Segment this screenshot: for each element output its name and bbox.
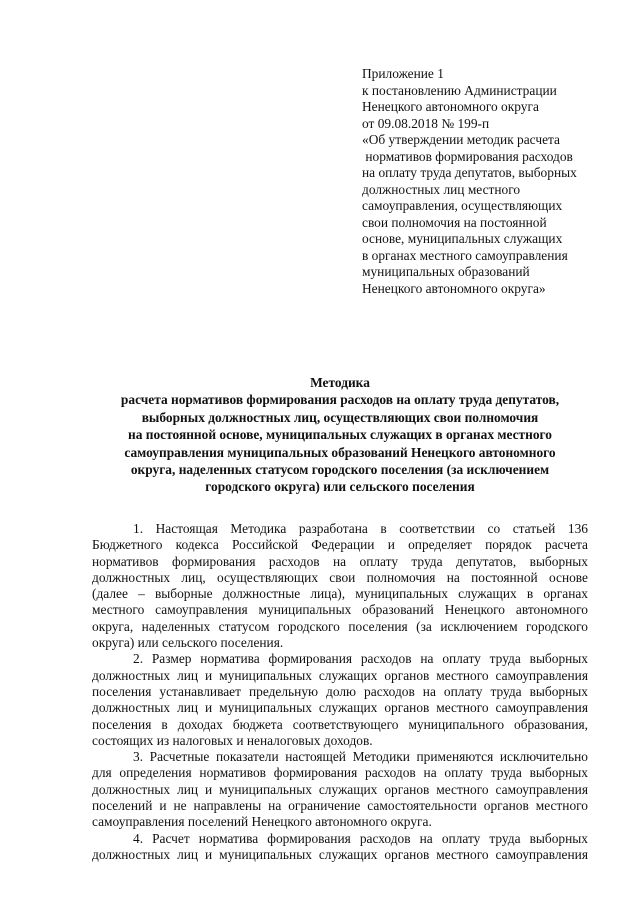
- text-line: округа, наделенных статусом городского поселения (за исключением городского: [92, 618, 588, 634]
- text-line: для определения нормативов формирования расходов на оплату труда выборных: [92, 765, 588, 781]
- appendix-line: Приложение 1: [362, 66, 444, 81]
- text-line: должностных лиц и муниципальных служащих органов местного самоуправления: [92, 700, 588, 716]
- text-line: местного самоуправления муниципальных образований Ненецкого автономного: [92, 602, 588, 618]
- text-line: должностных лиц и муниципальных служащих органов местного самоуправления: [92, 781, 588, 797]
- title-line: на постоянной основе, муниципальных служащих в органах местного: [128, 427, 552, 443]
- text-line: поселения в доходах бюджета соответствующего муниципального образования,: [92, 716, 588, 732]
- text-line: должностных лиц и муниципальных служащих органов местного самоуправления: [92, 846, 588, 862]
- appendix-line: свои полномочия на постоянной: [362, 214, 547, 230]
- appendix-line: муниципальных образований: [362, 264, 530, 279]
- paragraph-4: [92, 831, 588, 864]
- text-line: должностных лиц, осуществляющих свои полномочия на постоянной основе: [92, 569, 588, 585]
- appendix-line: нормативов формирования расходов: [362, 148, 573, 164]
- title-line: самоуправления муниципальных образований Ненецкого автономного: [124, 444, 556, 460]
- text-line: 4. Расчет норматива формирования расходов на оплату труда выборных: [133, 830, 588, 846]
- paragraph-1: [92, 521, 588, 651]
- text-line: поселения устанавливает предельную долю расходов на оплату труда выборных: [92, 683, 588, 699]
- text-line: 2. Размер норматива формирования расходов на оплату труда выборных: [133, 651, 588, 667]
- appendix-line: от 09.08.2018 № 199-п: [362, 115, 490, 131]
- title-line: выборных должностных лиц, осуществляющих свои полномочия: [141, 409, 539, 425]
- text-line: 1. Настоящая Методика разработана в соответствии со статьей 136: [133, 521, 588, 536]
- paragraph-3: [92, 749, 588, 830]
- title-line: округа, наделенных статусом городского поселения (за исключением: [130, 462, 550, 478]
- appendix-line: в органах местного самоуправления: [362, 247, 568, 263]
- appendix-block: [362, 66, 602, 297]
- appendix-line: Ненецкого автономного округа»: [362, 280, 546, 296]
- appendix-line: на оплату труда депутатов, выборных: [362, 165, 577, 180]
- appendix-line: Ненецкого автономного округа: [362, 99, 539, 114]
- document-title: [80, 374, 600, 496]
- text-line: 3. Расчетные показатели настоящей Методики применяются исключительно: [133, 749, 588, 765]
- title-heading: Методика: [310, 375, 370, 390]
- text-line: нормативов формирования расходов на оплату труда депутатов, выборных: [92, 553, 588, 569]
- text-line: должностных лиц и муниципальных служащих органов местного самоуправления: [92, 667, 588, 683]
- text-line: округа) или сельского поселения.: [92, 635, 284, 651]
- appendix-line: самоуправления, осуществляющих: [362, 198, 563, 213]
- paragraph-2: [92, 651, 588, 749]
- text-line: состоящих из налоговых и неналоговых доходов.: [92, 732, 373, 748]
- document-body: [92, 521, 588, 863]
- appendix-line: должностных лиц местного: [362, 181, 521, 197]
- appendix-line: «Об утверждении методик расчета: [362, 132, 560, 147]
- appendix-line: к постановлению Администрации: [362, 82, 557, 98]
- text-line: Бюджетного кодекса Российской Федерации и определяет порядок расчета: [92, 537, 588, 553]
- text-line: самоуправления поселений Ненецкого автономного округа.: [92, 814, 432, 830]
- appendix-line: основе, муниципальных служащих: [362, 231, 563, 246]
- text-line: поселений и не направлены на ограничение самостоятельности органов местного: [92, 798, 588, 814]
- title-line: городского округа) или сельского поселения: [205, 479, 475, 495]
- text-line: (далее – выборные должностные лица), муниципальных служащих в органах: [92, 586, 588, 602]
- title-line: расчета нормативов формирования расходов на оплату труда депутатов,: [120, 392, 560, 408]
